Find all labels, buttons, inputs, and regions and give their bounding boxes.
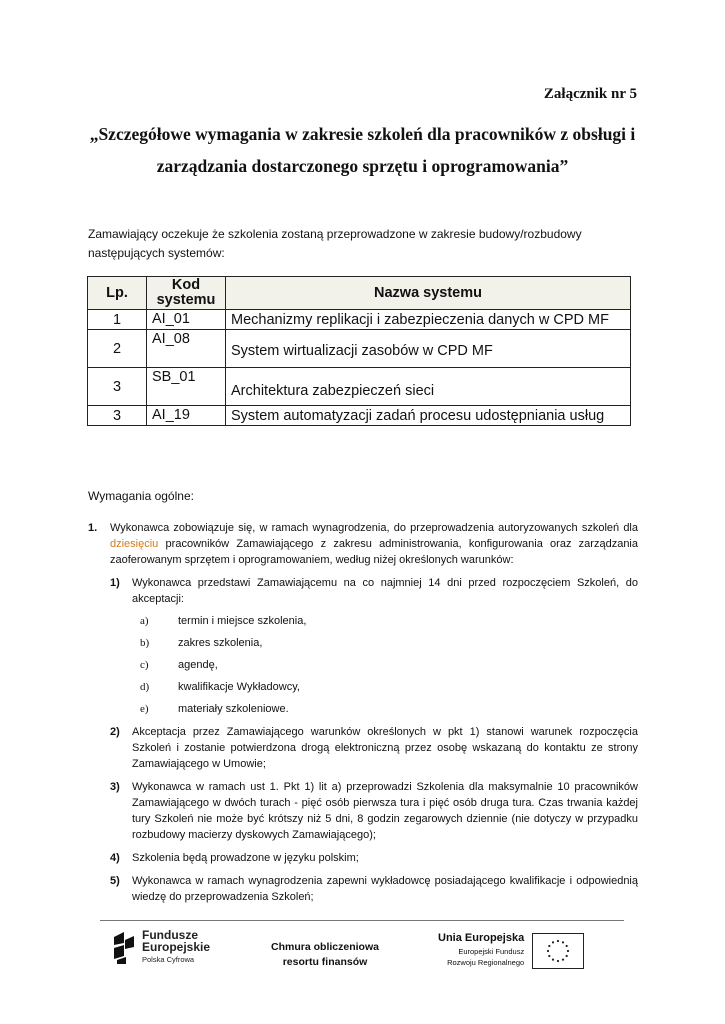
letter-text: zakres szkolenia, [178,637,263,649]
header-name: Nazwa systemu [226,277,631,310]
sub-number: 5) [110,875,120,887]
footer-center-line-2: resortu finansów [282,956,368,968]
sub-number: 1) [110,577,120,589]
row-lp: 1 [88,310,147,330]
eu-star-icon [566,955,568,957]
requirement-number: 1. [88,522,98,534]
eu-fund-line-1: Europejski Fundusz [458,947,525,956]
eu-star-icon [552,941,554,943]
general-requirements-heading: Wymagania ogólne: [88,489,194,503]
row-code: SB_01 [147,368,226,406]
sub-text: Wykonawca przedstawi Zamawiającemu na co najmniej 14 dni przed rozpoczęciem Szkoleń, do akceptacji: [132,577,638,605]
sub-requirement [110,873,638,905]
header-lp: Lp. [88,277,147,310]
eu-name: Unia Europejska [438,932,525,944]
table-row [88,330,631,368]
document-title [70,118,655,182]
eu-fund-line-2: Rozwoju Regionalnego [447,958,525,967]
eu-logo [438,933,584,969]
letter-item [140,701,638,717]
eu-star-icon [552,959,554,961]
row-name: Mechanizmy replikacji i zabezpieczenia danych w CPD MF [226,310,631,330]
requirement-item [88,520,638,905]
row-code: AI_01 [147,310,226,330]
eu-star-icon [562,959,564,961]
sub-requirement [110,575,638,607]
intro-paragraph: Zamawiający oczekuje że szkolenia zostaną przeprowadzone w zakresie budowy/rozbudowy następujących systemów: [88,227,582,260]
eu-flag-icon [532,933,584,969]
fe-subtitle: Polska Cyfrowa [142,955,195,964]
fe-name-line-1: Fundusze [142,928,198,942]
attachment-label: Załącznik nr 5 [543,86,637,102]
letter-item [140,613,638,629]
header-code: Kod systemu [147,277,226,310]
sub-text: Wykonawca w ramach ust 1. Pkt 1) lit a) przeprowadzi Szkolenia dla maksymalnie 10 pracowników Zamawiającego w dwóch turach - pięć osób pierwsza tura i pięć osób druga tura. Czas trwania każdej tury Szkoleń nie może być krótszy niż 5 dni, 8 godzin zegarowych dziennie (nie dotyczy w przypadku rozbudowy macierzy dyskowych Zamawiającego); [132,781,638,841]
fundusze-europejskie-logo [112,929,210,966]
letter-marker: e) [140,703,149,715]
title-line-2: zarządzania dostarczonego sprzętu i oprogramowania” [156,156,569,176]
fe-emblem-icon [112,931,136,965]
letter-text: agendę, [178,659,218,671]
footer-divider [100,920,624,921]
letter-marker: c) [140,659,149,671]
footer-project-name [255,940,395,970]
row-lp: 2 [88,330,147,368]
requirement-text [110,520,638,568]
eu-star-icon [567,950,569,952]
sub-requirement [110,724,638,772]
fe-name-line-2: Europejskie [142,940,211,954]
letter-marker: d) [140,681,150,693]
eu-star-icon [548,955,550,957]
sub-number: 3) [110,781,120,793]
letter-item [140,635,638,651]
sub-text: Wykonawca w ramach wynagrodzenia zapewni wykładowcę posiadającego kwalifikacje i odpowiednią wiedzę do przeprowadzenia Szkoleń; [132,875,638,903]
letter-text: materiały szkoleniowe. [178,703,289,715]
table-row [88,368,631,406]
letter-marker: b) [140,637,150,649]
eu-star-icon [547,950,549,952]
table-row [88,406,631,426]
letter-marker: a) [140,615,149,627]
systems-table [87,276,631,426]
table-row [88,310,631,330]
requirements-list [88,520,638,905]
eu-star-icon [562,941,564,943]
sub-number: 2) [110,726,120,738]
row-name: System automatyzacji zadań procesu udostępniania usług [226,406,631,426]
sub-requirement [110,779,638,843]
eu-star-icon [557,940,559,942]
sub-text: Akceptacja przez Zamawiającego warunków określonych w pkt 1) stanowi warunek rozpoczęcia Szkoleń i zostanie potwierdzona drogą elektroniczną przez osobę wskazaną do kontaktu ze strony Zamawiającego w Umowie; [132,726,638,770]
eu-star-icon [548,945,550,947]
row-code: AI_19 [147,406,226,426]
letter-item [140,657,638,673]
highlighted-word: dziesięciu [110,538,159,550]
sub-number: 4) [110,852,120,864]
letter-item [140,679,638,695]
row-code: AI_08 [147,330,226,368]
requirement-text-before: Wykonawca zobowiązuje się, w ramach wynagrodzenia, do przeprowadzenia autoryzowanych szkoleń dla [110,522,638,534]
requirement-text-after: pracowników Zamawiającego z zakresu administrowania, konfigurowania oraz zarządzania zaoferowanym sprzętem i oprogramowaniem, według niżej określonych warunków: [110,538,638,566]
row-name: Architektura zabezpieczeń sieci [226,368,631,406]
letter-text: termin i miejsce szkolenia, [178,615,307,627]
eu-star-icon [566,945,568,947]
eu-star-icon [557,960,559,962]
table-header-row [88,277,631,310]
row-lp: 3 [88,368,147,406]
letter-text: kwalifikacje Wykładowcy, [178,681,300,693]
title-line-1: „Szczegółowe wymagania w zakresie szkoleń dla pracowników z obsługi i [89,124,636,144]
sub-requirement [110,850,638,866]
sub-text: Szkolenia będą prowadzone w języku polskim; [132,852,359,864]
row-lp: 3 [88,406,147,426]
footer-center-line-1: Chmura obliczeniowa [271,941,379,953]
row-name: System wirtualizacji zasobów w CPD MF [226,330,631,368]
